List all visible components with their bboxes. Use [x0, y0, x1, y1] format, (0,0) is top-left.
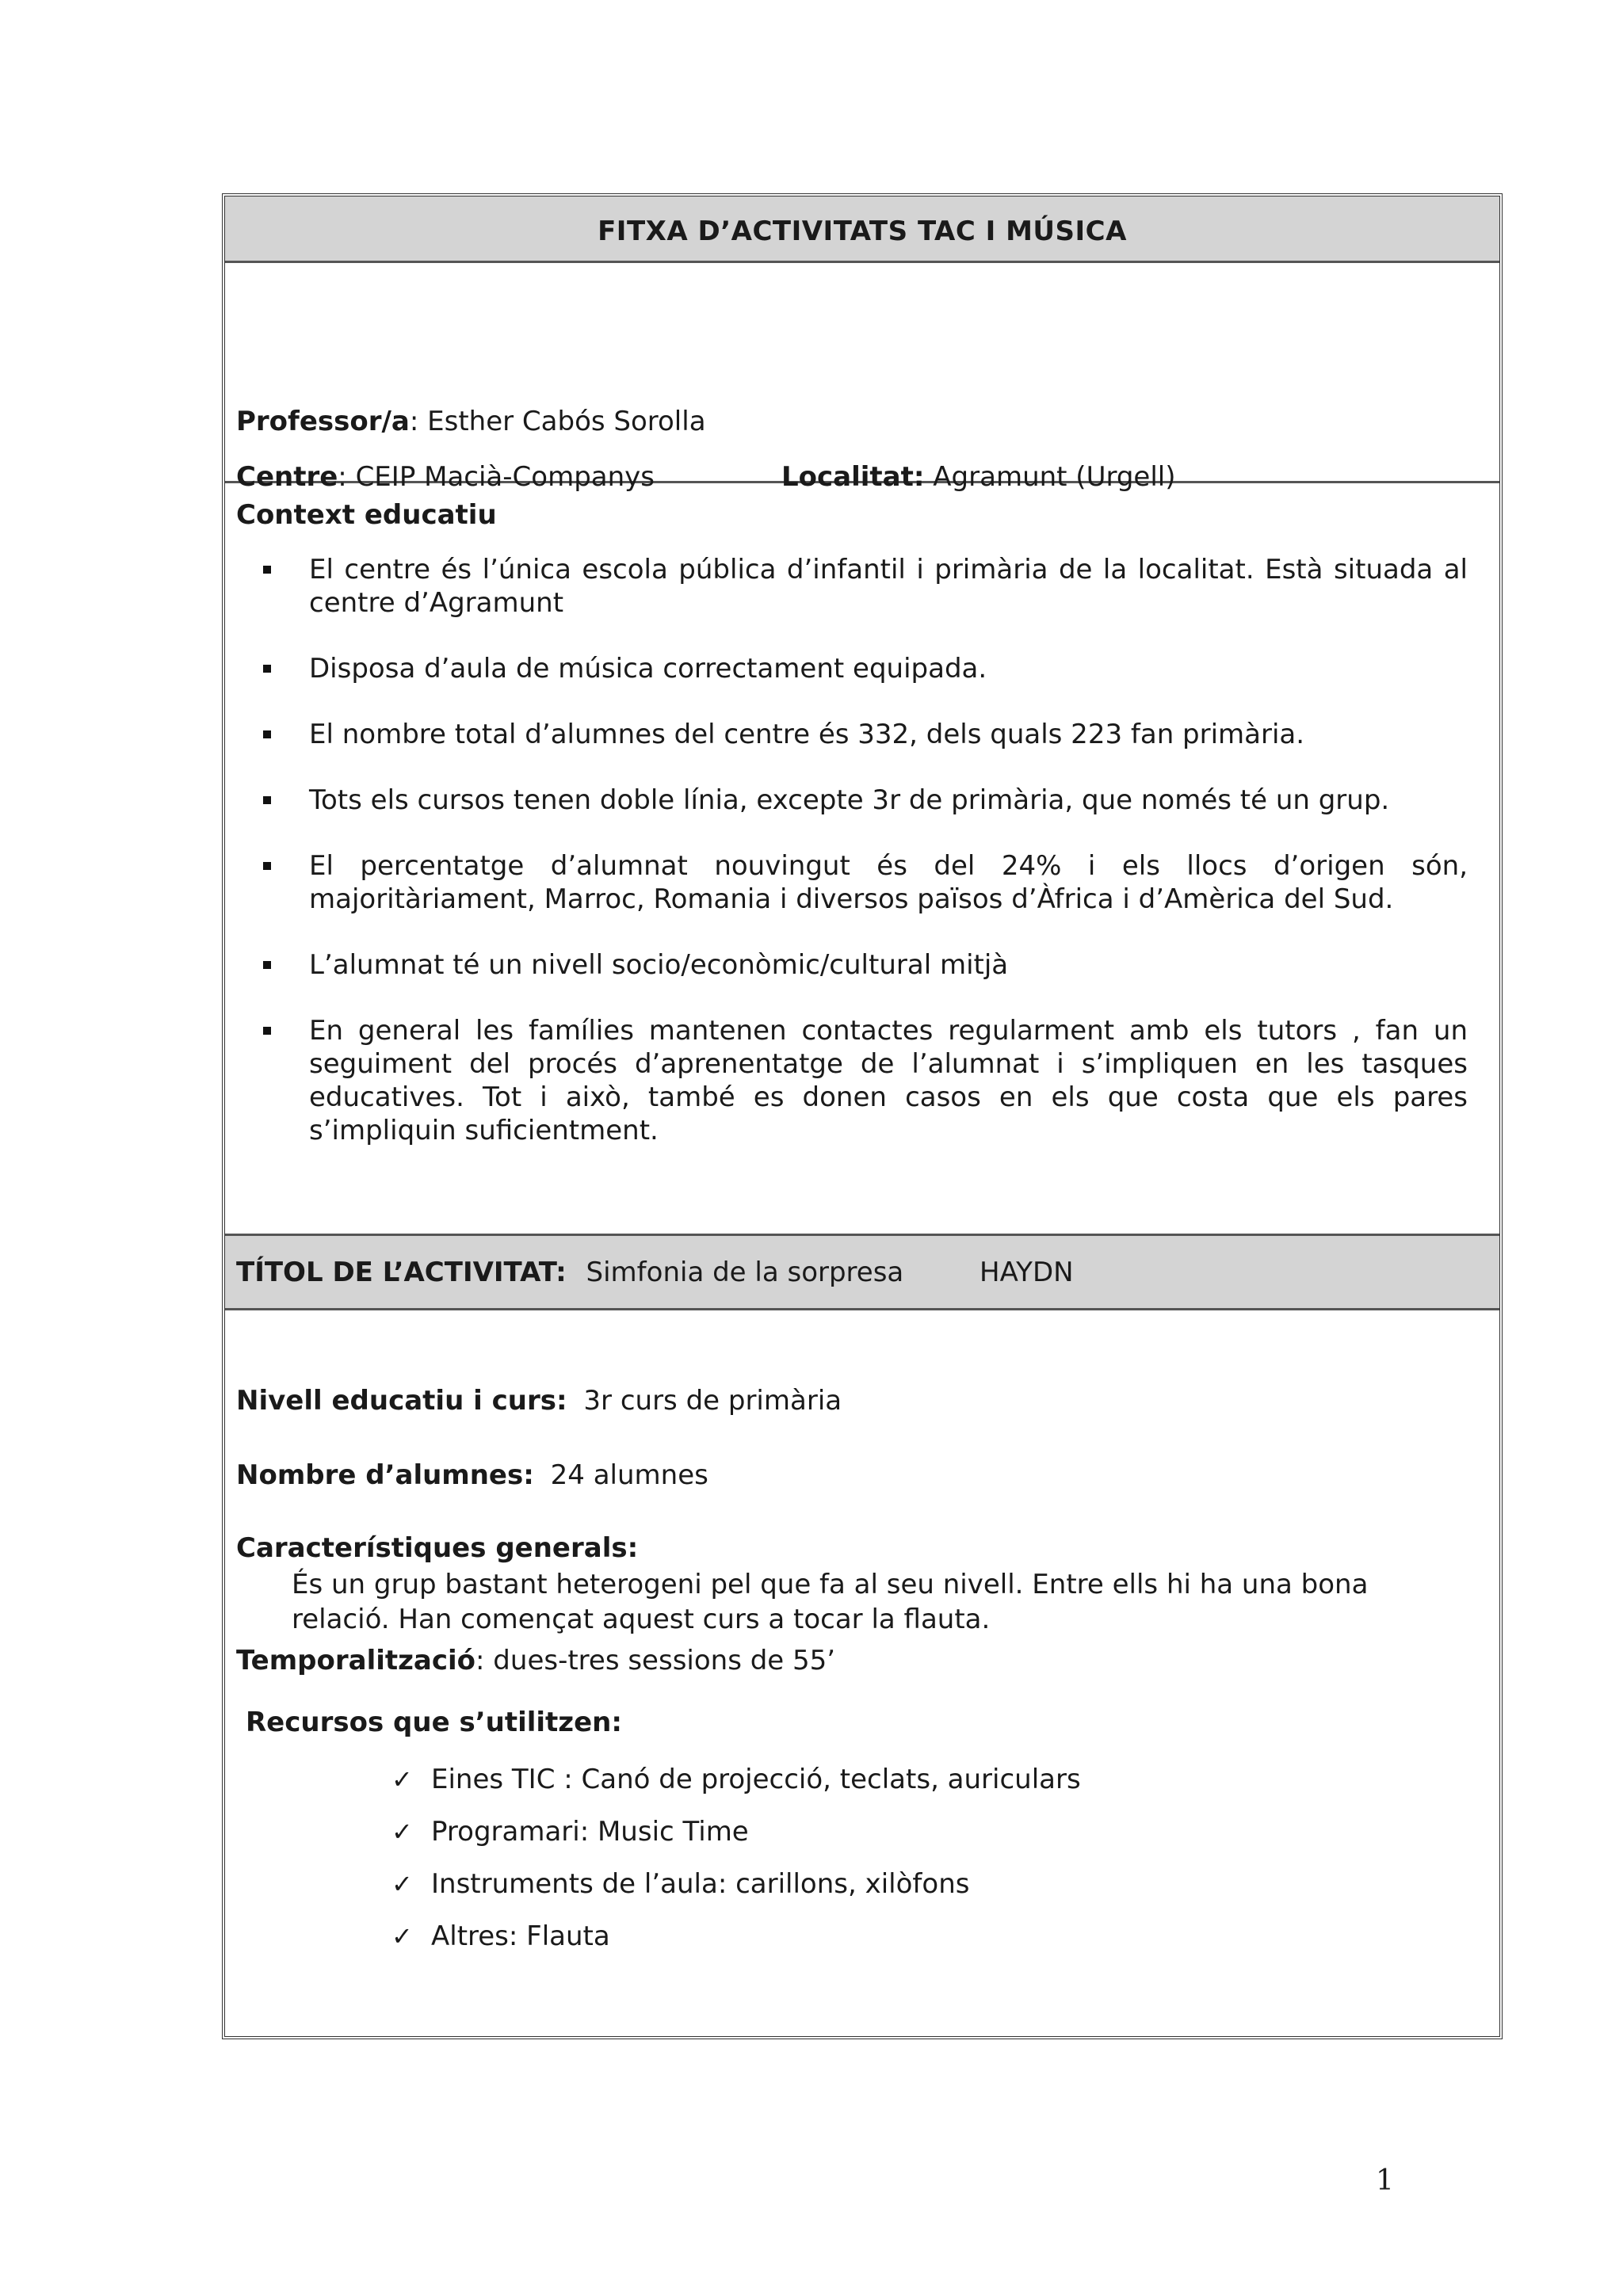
context-list: [263, 553, 1468, 1180]
timing-line: [236, 1645, 835, 1676]
teacher-info-row: [225, 263, 1499, 493]
context-item: Disposa d’aula de música correctament equipada.: [263, 652, 1468, 685]
activity-form-table: [222, 193, 1503, 2039]
context-item: El nombre total d’alumnes del centre és 332, dels quals 223 fan primària.: [263, 718, 1468, 751]
context-item: El centre és l’única escola pública d’infantil i primària de la localitat. Està situada al centre d’Agramunt: [263, 553, 1468, 620]
centre-label: Centre: [236, 461, 338, 493]
centre-value: CEIP Macià-Companys: [355, 461, 655, 493]
level-label: Nivell educatiu i curs:: [236, 1385, 567, 1417]
resources-label: Recursos que s’utilitzen:: [246, 1707, 622, 1738]
context-item: Tots els cursos tenen doble línia, excepte 3r de primària, que només té un grup.: [263, 784, 1468, 817]
resource-item: ✓ Instruments de l’aula: carillons, xilòfons: [391, 1868, 970, 1900]
checkmark-icon: ✓: [391, 1817, 413, 1847]
context-heading: Context educatiu: [236, 499, 497, 531]
educational-context-row: [225, 483, 1499, 1236]
features-text: És un grup bastant heterogeni pel que fa al seu nivell. Entre ells hi ha una bona relació. Han començat aquest curs a tocar la flauta.: [292, 1569, 1369, 1635]
bullet-square-icon: [263, 566, 271, 574]
timing-label: Temporalització: [236, 1645, 476, 1676]
teacher-separator: :: [409, 406, 428, 437]
bullet-square-icon: [263, 665, 271, 673]
context-item: L’alumnat té un nivell socio/econòmic/cultural mitjà: [263, 948, 1468, 982]
features-label: Característiques generals:: [236, 1532, 639, 1564]
activity-title-line: [236, 1257, 903, 1288]
resource-item: ✓ Altres: Flauta: [391, 1920, 610, 1952]
bullet-square-icon: [263, 961, 271, 969]
activity-title-value: Simfonia de la sorpresa: [586, 1257, 904, 1288]
checkmark-icon: ✓: [391, 1921, 413, 1951]
students-label: Nombre d’alumnes:: [236, 1459, 534, 1491]
activity-title-label: TÍTOL DE L’ACTIVITAT:: [236, 1257, 567, 1288]
bullet-square-icon: [263, 862, 271, 870]
centre-separator: :: [338, 461, 356, 493]
activity-details-row: [225, 1310, 1499, 2039]
bullet-square-icon: [263, 1027, 271, 1035]
page-number: 1: [1376, 2164, 1394, 2197]
form-header-row: [225, 196, 1499, 263]
resource-item: ✓ Eines TIC : Canó de projecció, teclats, auriculars: [391, 1764, 1081, 1795]
context-item: El percentatge d’alumnat nouvingut és del 24% i els llocs d’origen són, majoritàriament, Marroc, Romania i diversos països d’Àfrica i d’Amèrica del Sud.: [263, 849, 1468, 916]
locality-value: Agramunt (Urgell): [924, 461, 1176, 493]
bullet-square-icon: [263, 796, 271, 804]
checkmark-icon: ✓: [391, 1764, 413, 1794]
context-item: En general les famílies mantenen contactes regularment amb els tutors , fan un seguiment del procés d’aprenentatge de l’alumnat i s’impliquen en les tasques educatives. Tot i això, també es donen casos en els que costa que els pares s’impliquin suficientment.: [263, 1014, 1468, 1147]
teacher-label: Professor/a: [236, 406, 410, 437]
resource-item: ✓ Programari: Music Time: [391, 1816, 749, 1848]
activity-composer: HAYDN: [980, 1257, 1074, 1288]
students-value: 24 alumnes: [550, 1459, 708, 1491]
teacher-value: Esther Cabós Sorolla: [427, 406, 706, 437]
form-title: FITXA D’ACTIVITATS TAC I MÚSICA: [598, 215, 1127, 247]
activity-title-row: [225, 1236, 1499, 1310]
level-value: 3r curs de primària: [583, 1385, 842, 1417]
level-line: [236, 1385, 842, 1417]
checkmark-icon: ✓: [391, 1869, 413, 1899]
students-line: [236, 1459, 708, 1491]
locality-label: Localitat:: [781, 461, 925, 493]
teacher-line: [236, 406, 706, 437]
bullet-square-icon: [263, 730, 271, 738]
timing-value: : dues-tres sessions de 55’: [475, 1645, 836, 1676]
